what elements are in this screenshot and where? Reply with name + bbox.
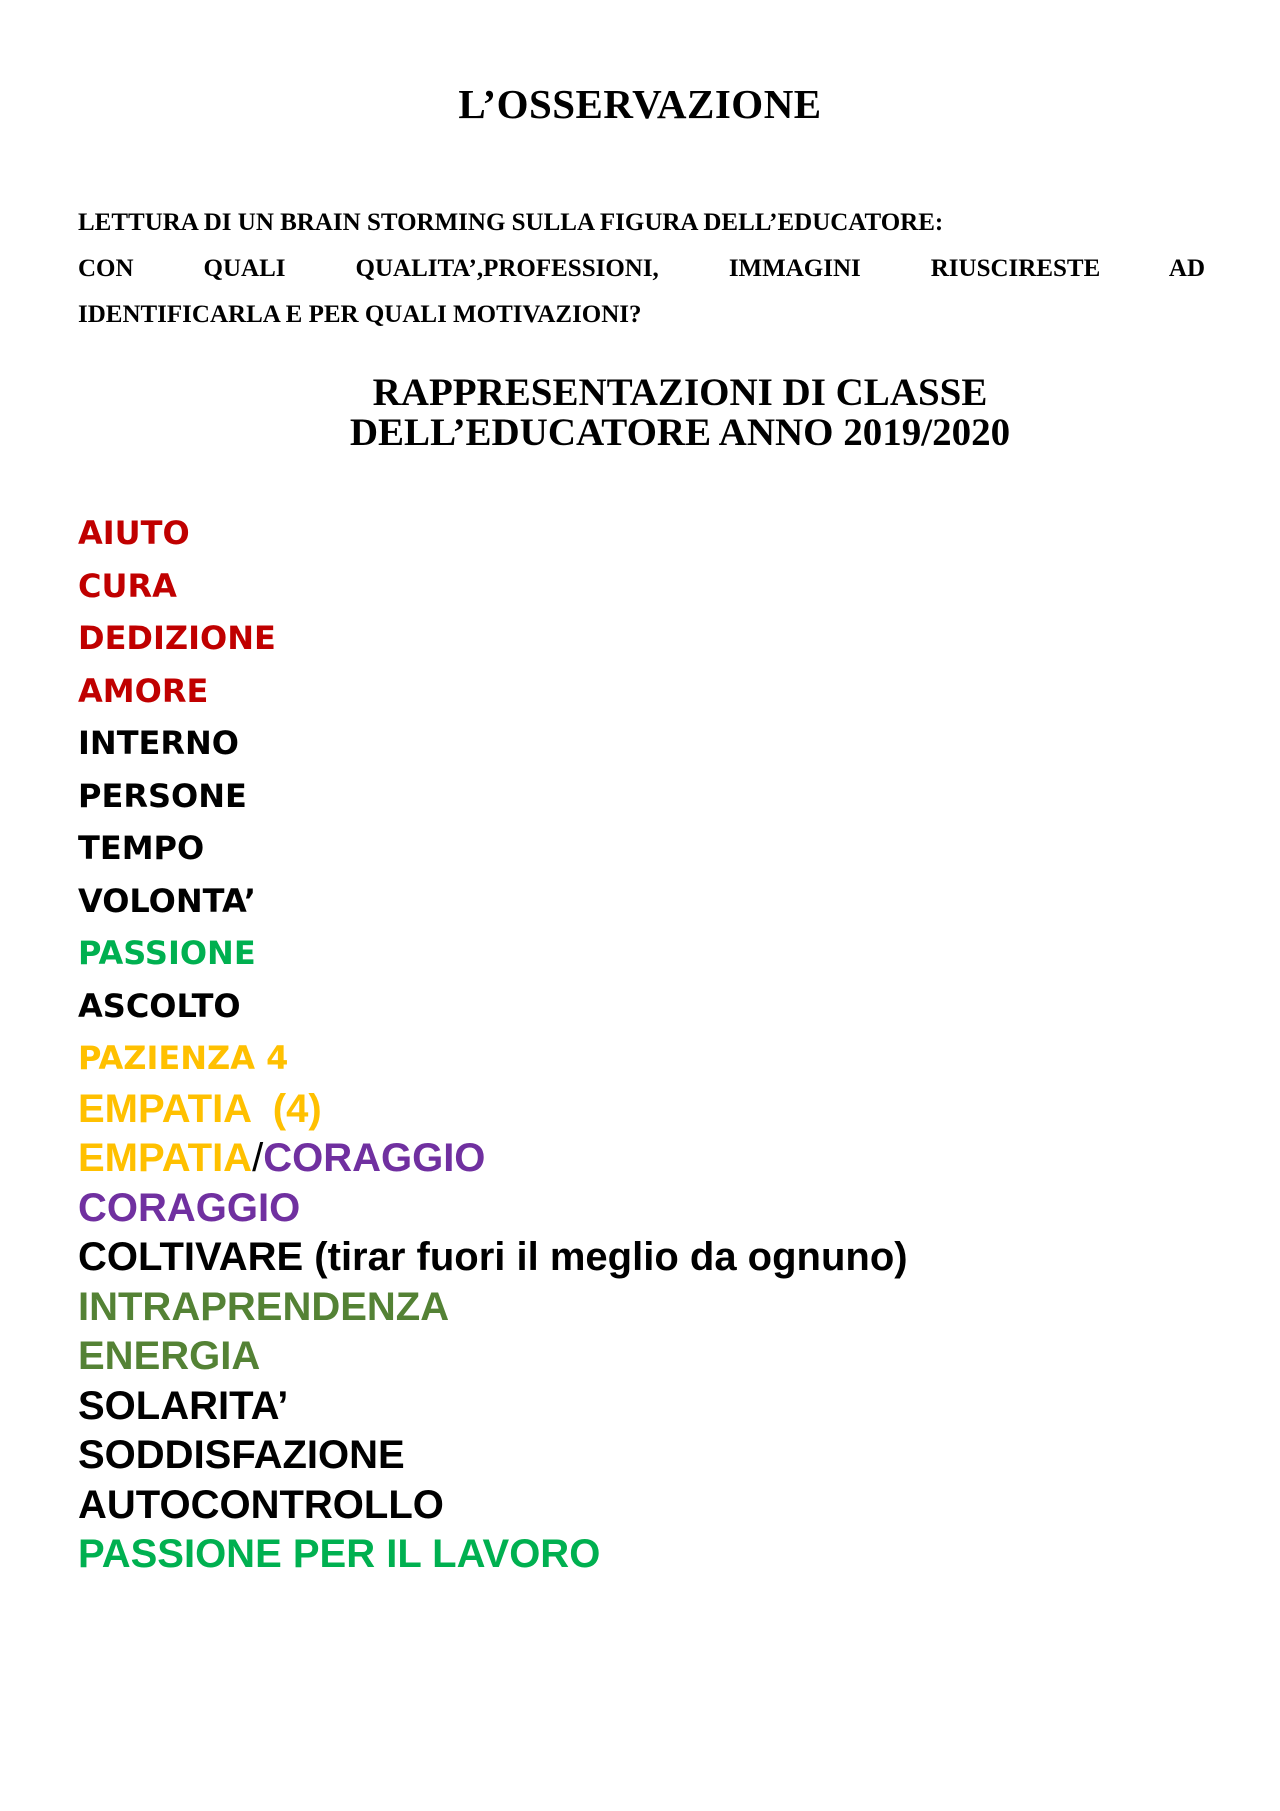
question-line-1: LETTURA DI UN BRAIN STORMING SULLA FIGURA DELL’EDUCATORE: xyxy=(78,209,944,236)
word-coraggio-part: CORAGGIO xyxy=(263,1136,486,1180)
word-autocontrollo: AUTOCONTROLLO xyxy=(78,1482,444,1527)
word-persone: PERSONE xyxy=(78,776,247,815)
question-line-2: CON QUALI QUALITA’,PROFESSIONI, IMMAGINI RIUSCIRESTE AD xyxy=(78,255,1205,282)
word-empatia-coraggio xyxy=(78,1134,908,1184)
brainstorm-question xyxy=(78,200,1205,338)
word-passione: PASSIONE xyxy=(78,934,256,972)
section-subtitle xyxy=(300,373,1060,453)
word-empatia-count: EMPATIA (4) xyxy=(78,1086,322,1131)
word-cura: CURA xyxy=(78,566,177,605)
subtitle-line-2: DELL’EDUCATORE ANNO 2019/2020 xyxy=(349,411,1011,454)
word-soddisfazione: SODDISFAZIONE xyxy=(78,1433,405,1477)
word-passione-lavoro: PASSIONE PER IL LAVORO xyxy=(78,1532,601,1576)
word-pazienza: PAZIENZA 4 xyxy=(78,1039,289,1077)
word-intraprendenza: INTRAPRENDENZA xyxy=(78,1284,450,1329)
word-energia: ENERGIA xyxy=(78,1334,261,1378)
word-tempo: TEMPO xyxy=(78,829,205,867)
brainstorm-word-list xyxy=(78,507,908,1580)
word-ascolto: ASCOLTO xyxy=(78,986,241,1025)
page-title: L’OSSERVAZIONE xyxy=(458,81,822,127)
question-line-3: IDENTIFICARLA E PER QUALI MOTIVAZIONI? xyxy=(78,301,642,328)
word-separator: / xyxy=(252,1136,264,1180)
word-solarita: SOLARITA’ xyxy=(78,1383,289,1428)
subtitle-line-1: RAPPRESENTAZIONI DI CLASSE xyxy=(372,371,988,414)
word-aiuto: AIUTO xyxy=(78,514,190,552)
word-dedizione: DEDIZIONE xyxy=(78,619,276,657)
word-coltivare xyxy=(78,1233,908,1283)
word-empatia-part: EMPATIA xyxy=(78,1136,253,1180)
word-coltivare-note: (tirar fuori il meglio da ognuno) xyxy=(303,1235,908,1279)
word-coraggio: CORAGGIO xyxy=(78,1185,301,1230)
word-coltivare-main: COLTIVARE xyxy=(78,1235,304,1279)
word-interno: INTERNO xyxy=(78,724,239,762)
word-amore: AMORE xyxy=(78,671,209,710)
word-volonta: VOLONTA’ xyxy=(78,881,256,920)
